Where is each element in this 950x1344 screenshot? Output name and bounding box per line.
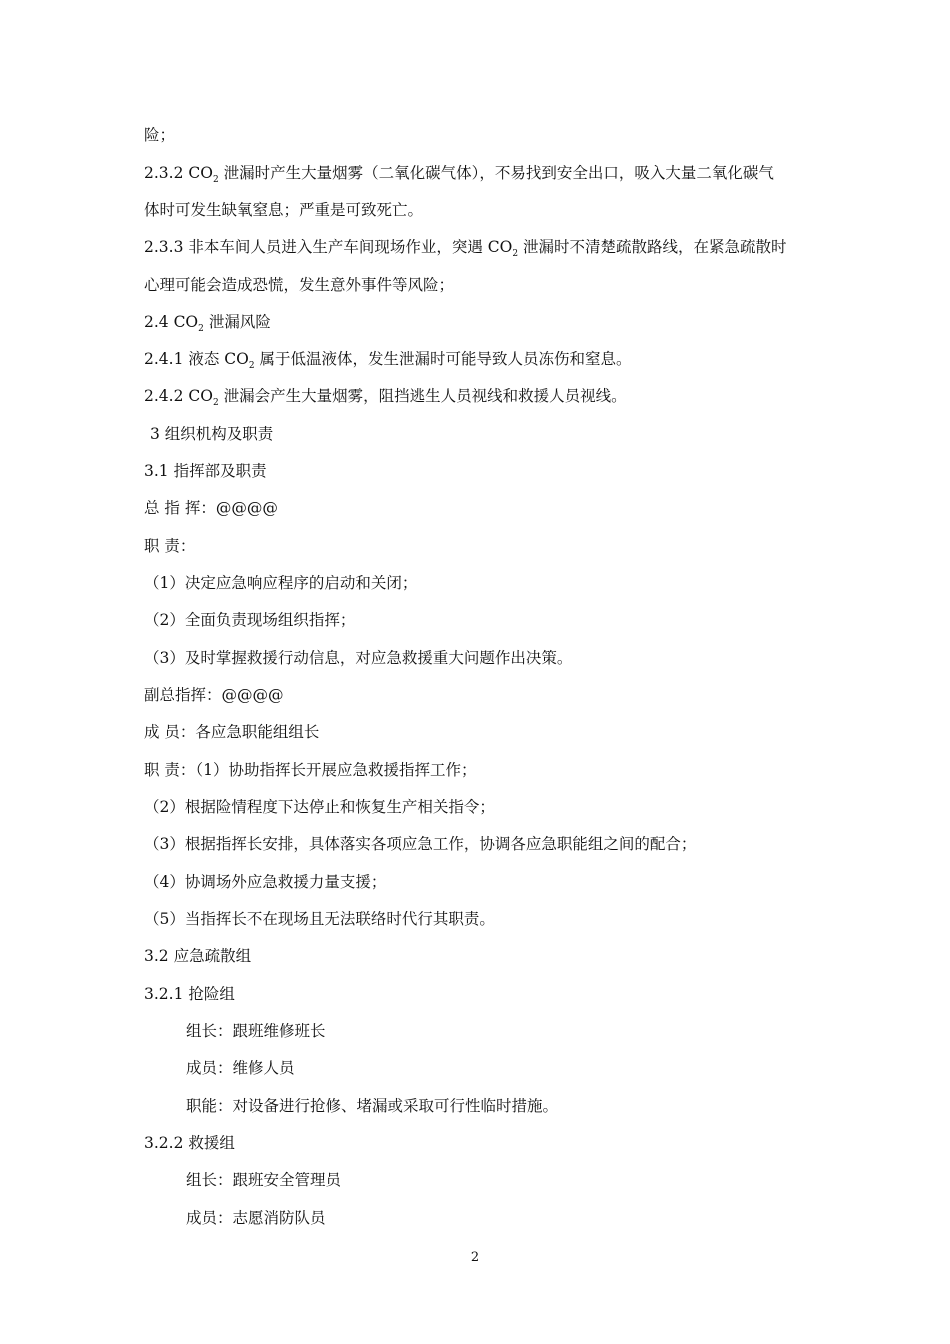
section-heading-3-2-2: 3.2.2 救援组 — [144, 1134, 235, 1152]
text-line: 体时可发生缺氧窒息；严重是可致死亡。 — [144, 201, 424, 219]
text-line-2-4-2: 2.4.2 $CO_2$ 泄漏会产生大量烟雾，阻挡逃生人员视线和救援人员视线。 — [144, 387, 627, 408]
section-heading-3-2: 3.2 应急疏散组 — [144, 947, 252, 965]
page-number: 2 — [470, 1250, 480, 1265]
text-line: 组长：跟班维修班长 — [186, 1022, 326, 1040]
list-item: （4）协调场外应急救援力量支援； — [144, 873, 387, 891]
text-line: 险； — [144, 126, 176, 144]
text-line: 成员：志愿消防队员 — [186, 1209, 326, 1227]
text-line: 成员：维修人员 — [186, 1059, 295, 1077]
text-line: 职能：对设备进行抢修、堵漏或采取可行性临时措施。 — [186, 1097, 559, 1115]
list-item: （1）决定应急响应程序的启动和关闭； — [144, 574, 418, 592]
text-line: 总 指 挥：@@@@ — [144, 499, 278, 517]
section-heading-3-1: 3.1 指挥部及职责 — [144, 462, 267, 480]
text-line: 心理可能会造成恐慌，发生意外事件等风险； — [144, 276, 455, 294]
text-line: 成 员：各应急职能组组长 — [144, 723, 320, 741]
text-line: 职 责： — [144, 537, 196, 555]
list-item: （2）根据险情程度下达停止和恢复生产相关指令； — [144, 798, 495, 816]
list-item: （2）全面负责现场组织指挥； — [144, 611, 356, 629]
text-line: 组长：跟班安全管理员 — [186, 1171, 342, 1189]
section-heading-3: 3 组织机构及职责 — [150, 425, 274, 443]
list-item: （5）当指挥长不在现场且无法联络时代行其职责。 — [144, 910, 495, 928]
text-line: 副总指挥：@@@@ — [144, 686, 284, 704]
text-line-2-4-1: 2.4.1 液态 $CO_2$ 属于低温液体，发生泄漏时可能导致人员冻伤和窒息。 — [144, 350, 632, 371]
list-item: （3）根据指挥长安排，具体落实各项应急工作，协调各应急职能组之间的配合； — [144, 835, 697, 853]
text-line-2-3-3: 2.3.3 非本车间人员进入生产车间现场作业，突遇 $CO_2$ 泄漏时不清楚疏散路线，在紧急疏散时 — [144, 238, 787, 259]
text-line-2-3-2: 2.3.2 $CO_2$ 泄漏时产生大量烟雾（二氧化碳气体），不易找到安全出口，吸入大量二氧化碳气 — [144, 164, 774, 185]
section-heading-3-2-1: 3.2.1 抢险组 — [144, 985, 235, 1003]
text-line: 职 责：（1）协助指挥长开展应急救援指挥工作； — [144, 761, 477, 779]
section-heading-2-4: 2.4 $CO_2$ 泄漏风险 — [144, 313, 271, 334]
list-item: （3）及时掌握救援行动信息，对应急救援重大问题作出决策。 — [144, 649, 573, 667]
